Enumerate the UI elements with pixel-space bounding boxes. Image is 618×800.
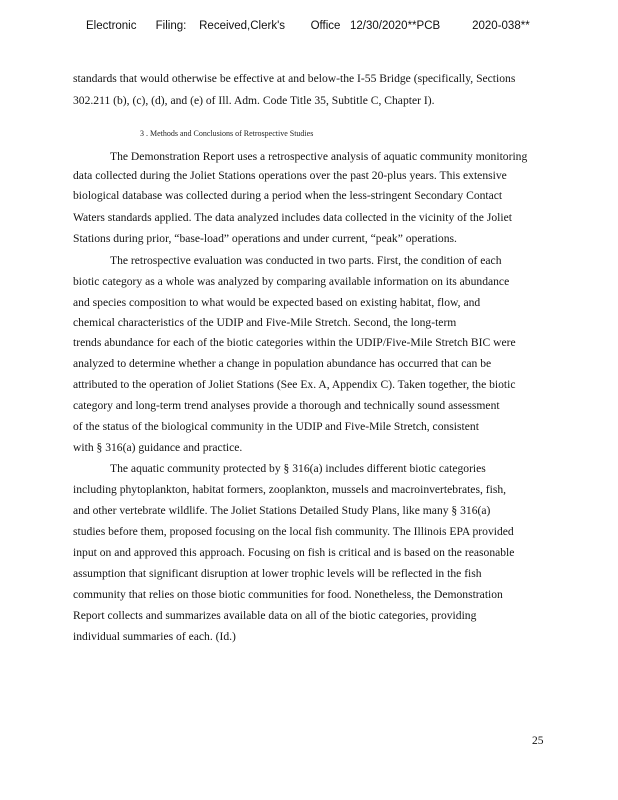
text-line: assumption that significant disruption at lower trophic levels will be reflected in the fish — [73, 567, 482, 580]
text-line: biotic category as a whole was analyzed by comparing available information on its abundance — [73, 275, 510, 288]
text-line: attributed to the operation of Joliet Stations (See Ex. A, Appendix C). Taken together, the biotic — [73, 378, 516, 391]
text-line: biological database was collected during a period when the less-stringent Secondary Contact — [73, 189, 503, 202]
text-line: and species composition to what would be expected based on existing habitat, flow, and — [73, 296, 481, 309]
text-line: analyzed to determine whether a change in population abundance has occurred that can be — [73, 357, 492, 370]
text-line: 302.211 (b), (c), (d), and (e) of Ill. Adm. Code Title 35, Subtitle C, Chapter I). — [73, 94, 435, 107]
text-line: trends abundance for each of the biotic categories within the UDIP/Five-Mile Stretch BIC were — [73, 336, 516, 349]
text-line: community that relies on those biotic communities for food. Nonetheless, the Demonstration — [73, 588, 503, 601]
text-line: category and long-term trend analyses provide a thorough and technically sound assessment — [73, 399, 500, 412]
text-line: input on and approved this approach. Focusing on fish is critical and is based on the reasonable — [73, 546, 515, 559]
text-line: data collected during the Joliet Stations operations over the past 20-plus years. This extensive — [73, 169, 507, 182]
filing-header: Electronic Filing: Received,Clerk's Office 12/30/2020**PCB 2020-038** — [86, 20, 530, 32]
text-line: Waters standards applied. The data analyzed includes data collected in the vicinity of the Joliet — [73, 211, 512, 224]
text-line: studies before them, proposed focusing on the local fish community. The Illinois EPA provided — [73, 525, 514, 538]
section-heading: 3 . Methods and Conclusions of Retrospective Studies — [140, 129, 314, 138]
page-number: 25 — [532, 735, 544, 747]
text-line: Report collects and summarizes available data on all of the biotic categories, providing — [73, 609, 477, 622]
text-line: and other vertebrate wildlife. The Joliet Stations Detailed Study Plans, like many § 316(a) — [73, 504, 491, 517]
text-line: with § 316(a) guidance and practice. — [73, 441, 243, 454]
text-line: including phytoplankton, habitat formers, zooplankton, mussels and macroinvertebrates, fish, — [73, 483, 507, 496]
text-line: standards that would otherwise be effective at and below-the I-55 Bridge (specifically, Sections — [73, 72, 516, 85]
text-line: of the status of the biological community in the UDIP and Five-Mile Stretch, consistent — [73, 420, 479, 433]
text-line: The retrospective evaluation was conducted in two parts. First, the condition of each — [110, 254, 502, 267]
text-line: Stations during prior, “base-load” operations and under current, “peak” operations. — [73, 232, 457, 245]
text-line: The Demonstration Report uses a retrospective analysis of aquatic community monitoring — [110, 150, 528, 163]
text-line: individual summaries of each. (Id.) — [73, 630, 236, 643]
text-line: chemical characteristics of the UDIP and Five-Mile Stretch. Second, the long-term — [73, 316, 457, 329]
text-line: The aquatic community protected by § 316(a) includes different biotic categories — [110, 462, 486, 475]
